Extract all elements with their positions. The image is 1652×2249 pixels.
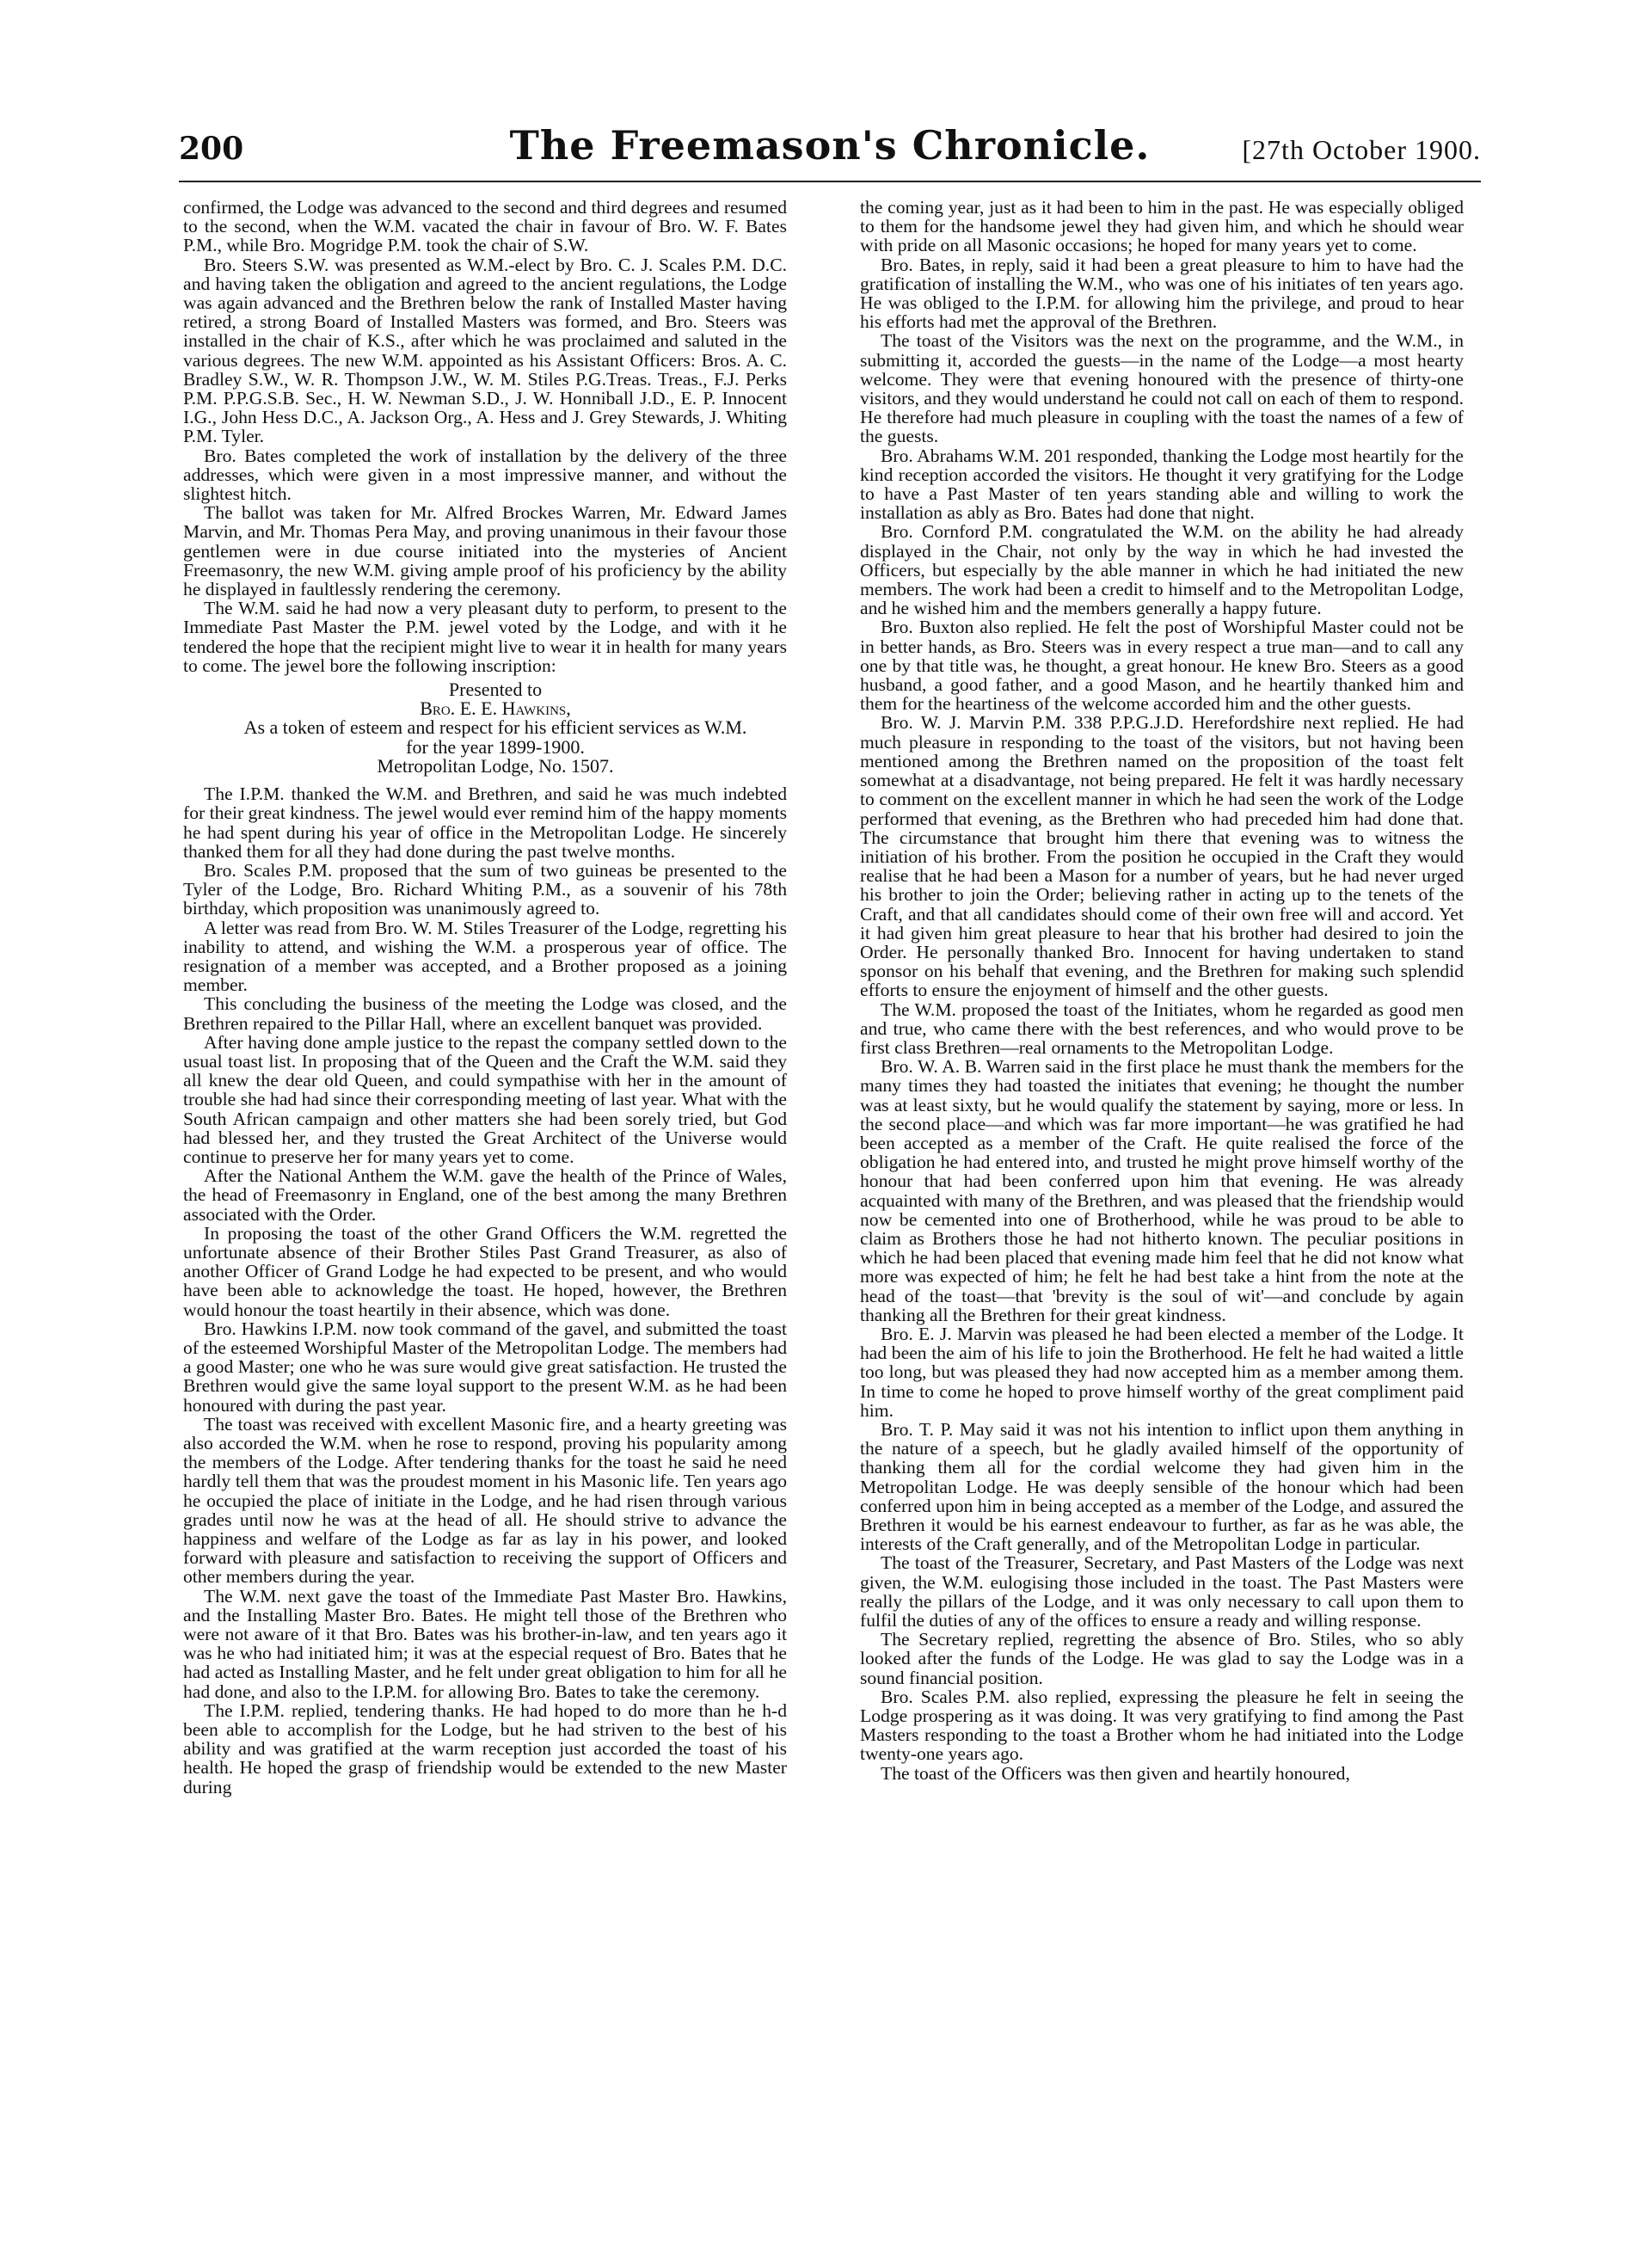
issue-date: [27th October 1900. <box>1242 134 1481 165</box>
article-paragraph: Bro. E. J. Marvin was pleased he had been elected a member of the Lodge. It had been the aim of his life to join the Brotherhood. He felt he had waited a little too long, but was pleased they had now accepted him as a member among them. In time to come he hoped to prove himself worthy of the great compliment paid him. <box>860 1323 1464 1421</box>
article-paragraph: Bro. Steers S.W. was presented as W.M.-elect by Bro. C. J. Scales P.M. D.C. and having taken the obligation and agreed to the ancient regulations, the Lodge was again advanced and the Brethren below the rank of Installed Master having retired, a strong Board of Installed Masters was formed, and Bro. Steers was installed in the chair of K.S., after which he was proclaimed and saluted in the various degrees. The new W.M. appointed as his Assistant Officers: Bros. A. C. Bradley S.W., W. R. Thompson J.W., W. M. Stiles P.G.Treas. Treas., F.J. Perks P.M. P.P.G.S.B. Sec., H. W. Newman S.D., J. W. Honniball J.D., E. P. Innocent I.G., John Hess D.C., A. Jackson Org., A. Hess and J. Grey Stewards, J. Whiting P.M. Tyler. <box>183 254 787 447</box>
left-column <box>183 198 787 1797</box>
article-paragraph: Bro. Buxton also replied. He felt the post of Worshipful Master could not be in better hands, as Bro. Steers was in every respect a true man—and to call any one by that title was, he thought, a great honour. He knew Bro. Steers as a good husband, a good father, and a good Mason, and he heartily thanked him and them for the heartiness of the welcome accorded him and the other guests. <box>860 617 1464 715</box>
article-paragraph: The toast of the Officers was then given and heartily honoured, <box>881 1762 1350 1784</box>
article-paragraph: Bro. Scales P.M. also replied, expressing the pleasure he felt in seeing the Lodge prospering as it was doing. It was very gratifying to find among the Past Masters responding to the toast a Brother whom he had initiated into the Lodge twenty-one years ago. <box>860 1686 1464 1765</box>
article-paragraph: After having done ample justice to the repast the company settled down to the usual toast list. In proposing that of the Queen and the Craft the W.M. said they all knew the dear old Queen, and could sympathise with her in the amount of trouble she had had since their corresponding meeting of last year. What with the South African campaign and other matters she had been sorely tried, but God had blessed her, and they trusted the Great Architect of the Universe would continue to preserve her for many years yet to come. <box>183 1031 787 1167</box>
page-number: 200 <box>179 131 244 167</box>
jewel-inscription <box>183 680 787 776</box>
article-paragraph: Bro. W. A. B. Warren said in the first place he must thank the members for the many times they had toasted the initiates that evening; he thought the number was at least sixty, but he would qualify the statement by saying, more or less. In the second place—and which was far more important—he was gratified he had been accepted as a member of the Craft. He quite realised the force of the obligation he had entered into, and trusted he might prove himself worthy of the honour that had been conferred upon him that evening. He was already acquainted with many of the Brethren, and was pleased that the friendship would now be cemented into one of Brotherhood, while he was proud to be able to claim as Brothers those he had not hitherto known. The peculiar positions in which he had been placed that evening made him feel that he did not know what more was expected of him; he felt he had best take a hint from the note at the head of the toast—that 'brevity is the soul of wit'—and conclude by again thanking all the Brethren for their great kindness. <box>860 1056 1464 1325</box>
article-paragraph: The Secretary replied, regretting the absence of Bro. Stiles, who so ably looked after the funds of the Lodge. He was glad to say the Lodge was in a sound financial position. <box>860 1629 1464 1688</box>
inscription-line: Metropolitan Lodge, No. 1507. <box>377 754 614 777</box>
article-paragraph: The W.M. next gave the toast of the Immediate Past Master Bro. Hawkins, and the Installing Master Bro. Bates. He might tell those of the Brethren who were not aware of it that Bro. Bates was his brother-in-law, and ten years ago it was he who had initiated him; it was at the especial request of Bro. Bates that he had acted as Installing Master, and he felt under great obligation to him for all he had done, and also to the I.P.M. for allowing Bro. Bates to take the ceremony. <box>183 1585 787 1702</box>
article-paragraph: This concluding the business of the meeting the Lodge was closed, and the Brethren repaired to the Pillar Hall, where an excellent banquet was provided. <box>183 993 787 1034</box>
inscription-line: for the year 1899-1900. <box>406 735 585 758</box>
article-paragraph: After the National Anthem the W.M. gave the health of the Prince of Wales, the head of Freemasonry in England, one of the best among the many Brethren associated with the Order. <box>183 1165 787 1225</box>
inscription-name: Bro. E. E. Hawkins, <box>420 697 571 720</box>
article-paragraph: the coming year, just as it had been to him in the past. He was especially obliged to them for the handsome jewel they had given him, and which he should wear with pride on all Masonic occasions; he hoped for many years yet to come. <box>860 197 1464 256</box>
article-paragraph: Bro. Abrahams W.M. 201 responded, thanking the Lodge most heartily for the kind reception accorded the visitors. He thought it very gratifying for the Lodge to have a Past Master of ten years standing able and willing to work the installation as ably as Bro. Bates had done that night. <box>860 445 1464 524</box>
article-paragraph: The I.P.M. replied, tendering thanks. He had hoped to do more than he h-d been able to accomplish for the Lodge, but he had striven to the best of his ability and was gratified at the warm reception just accorded the toast of his health. He hoped the grasp of friendship would be extended to the new Master during <box>183 1699 787 1797</box>
article-paragraph: Bro. Bates, in reply, said it had been a great pleasure to him to have had the gratification of installing the W.M., who was one of his initiates of ten years ago. He was obliged to the I.P.M. for allowing him the privilege, and proud to hear his efforts had met the approval of the Brethren. <box>860 254 1464 333</box>
article-paragraph: The toast was received with excellent Masonic fire, and a hearty greeting was also accorded the W.M. when he rose to respond, proving his popularity among the members of the Lodge. After tendering thanks for the toast he said he need hardly tell them that was the proudest moment in his Masonic life. Ten years ago he occupied the place of initiate in the Lodge, and he had risen through various grades until now he was at the head of all. He should strive to advance the happiness and welfare of the Lodge as far as lay in his power, and looked forward with pleasure and satisfaction to receiving the support of Officers and other members during the year. <box>183 1413 787 1588</box>
article-paragraph: The toast of the Visitors was the next on the programme, and the W.M., in submitting it, accorded the guests—in the name of the Lodge—a most hearty welcome. They were that evening honoured with the presence of thirty-one visitors, and they would understand he could not call on each of them to respond. He therefore had much pleasure in coupling with the toast the names of a few of the guests. <box>860 330 1464 447</box>
inscription-line: Presented to <box>448 679 543 701</box>
article-paragraph: Bro. Scales P.M. proposed that the sum of two guineas be presented to the Tyler of the Lodge, Bro. Richard Whiting P.M., as a souvenir of his 78th birthday, which proposition was unanimously agreed to. <box>183 859 787 919</box>
article-paragraph: Bro. Bates completed the work of installation by the delivery of the three addresses, which were given in a most impressive manner, and without the slightest hitch. <box>183 445 787 505</box>
article-paragraph: Bro. T. P. May said it was not his intention to inflict upon them anything in the nature of a speech, but he gladly availed himself of the opportunity of thanking them all for the cordial welcome they had given him in the Metropolitan Lodge. He was deeply sensible of the honour which had been conferred upon him in being accepted as a member of the Lodge, and assured the Brethren it would be his earnest endeavour to further, as far as he was able, the interests of the Craft generally, and of the Metropolitan Lodge in particular. <box>860 1419 1464 1555</box>
article-paragraph: The W.M. proposed the toast of the Initiates, whom he regarded as good men and true, who came there with the best references, and who would prove to be first class Brethren—real ornaments to the Metropolitan Lodge. <box>860 999 1464 1058</box>
article-paragraph: The W.M. said he had now a very pleasant duty to perform, to present to the Immediate Past Master the P.M. jewel voted by the Lodge, and with it he tendered the hope that the recipient might live to wear it in health for many years to come. The jewel bore the following inscription: <box>183 598 787 676</box>
article-paragraph: Bro. Hawkins I.P.M. now took command of the gavel, and submitted the toast of the esteemed Worshipful Master of the Metropolitan Lodge. The members had a good Master; one who he was sure would give great satisfaction. He trusted the Brethren would give the same loyal support to the present W.M. as he had been honoured with during the past year. <box>183 1318 787 1416</box>
page-header <box>179 122 1481 175</box>
article-paragraph: The ballot was taken for Mr. Alfred Brockes Warren, Mr. Edward James Marvin, and Mr. Thomas Pera May, and proving unanimous in their favour those gentlemen were in due course initiated into the mysteries of Ancient Freemasonry, the new W.M. giving ample proof of his proficiency by the ability he displayed in faultlessly rendering the ceremony. <box>183 502 787 600</box>
article-paragraph: Bro. W. J. Marvin P.M. 338 P.P.G.J.D. Herefordshire next replied. He had much pleasure in responding to the toast of the visitors, but not having been mentioned among the Brethren named on the proposition of the toast felt somewhat at a disadvantage, not being prepared. He felt it was hardly necessary to comment on the excellent manner in which he had seen the work of the Lodge performed that evening, as the Brethren who had preceded him had done that. The circumstance that brought him there that evening was to witness the initiation of his brother. From the position he occupied in the Craft they would realise that he had been a Mason for a number of years, but he had never urged his brother to join the Order; believing rather in acting up to the tenets of the Craft, and that all candidates should come of their own free will and accord. Yet it had given him great pleasure to hear that his brother had desired to join the Order. He personally thanked Bro. Innocent for having undertaken to stand sponsor on his behalf that evening, and the Brethren for making such splendid efforts to ensure the enjoyment of himself and the other guests. <box>860 712 1464 1001</box>
article-paragraph: confirmed, the Lodge was advanced to the second and third degrees and resumed to the second, when the W.M. vacated the chair in favour of Bro. W. F. Bates P.M., while Bro. Mogridge P.M. took the chair of S.W. <box>183 197 787 256</box>
article-paragraph: A letter was read from Bro. W. M. Stiles Treasurer of the Lodge, regretting his inability to attend, and wishing the W.M. a prosperous year of office. The resignation of a member was accepted, and a Brother proposed as a joining member. <box>183 917 787 996</box>
masthead-title: The Freemason's Chronicle. <box>509 122 1151 169</box>
article-paragraph: The toast of the Treasurer, Secretary, and Past Masters of the Lodge was next given, the W.M. eulogising those included in the toast. The Past Masters were really the pillars of the Lodge, and it was only necessary to call upon them to fulfil the duties of any of the offices to ensure a ready and willing response. <box>860 1552 1464 1631</box>
article-paragraph: The I.P.M. thanked the W.M. and Brethren, and said he was much indebted for their great kindness. The jewel would ever remind him of the happy moments he had spent during his year of office in the Metropolitan Lodge. He sincerely thanked them for all they had done during the past twelve months. <box>183 783 787 862</box>
inscription-line: As a token of esteem and respect for his efficient services as W.M. <box>243 716 747 739</box>
article-paragraph: Bro. Cornford P.M. congratulated the W.M. on the ability he had already displayed in the Chair, not only by the way in which he had invested the Officers, but especially by the able manner in which he had initiated the new members. The work had been a credit to himself and to the Metropolitan Lodge, and he wished him and the members generally a happy future. <box>860 521 1464 619</box>
right-column <box>860 198 1464 1783</box>
header-rule <box>179 181 1481 182</box>
article-paragraph: In proposing the toast of the other Grand Officers the W.M. regretted the unfortunate absence of their Brother Stiles Past Grand Treasurer, as also of another Officer of Grand Lodge he had expected to be present, and who would have been able to acknowledge the toast. He hoped, however, the Brethren would honour the toast heartily in their absence, which was done. <box>183 1222 787 1320</box>
